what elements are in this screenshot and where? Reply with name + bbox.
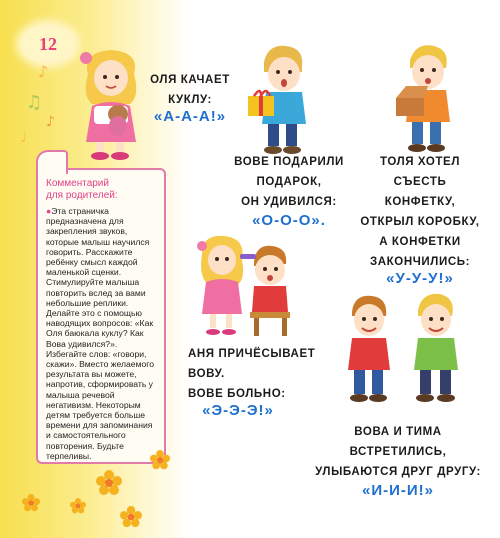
flower-icon [70, 498, 86, 514]
scene-1-sound: «А-А-А!» [153, 108, 227, 125]
music-note-icon: ♪ [46, 114, 55, 130]
caption-line: ВОВА И ТИМА [354, 426, 442, 438]
girl-with-doll-illustration [74, 44, 148, 162]
caption-line: УЛЫБАЮТСЯ ДРУГ ДРУГУ: [315, 466, 481, 478]
caption-line: ЗАКОНЧИЛИСЬ: [369, 256, 471, 268]
flower-icon [150, 450, 170, 470]
scene-4-sound: «Э-Э-Э!» [202, 402, 274, 419]
music-note-icon: ♩ [20, 128, 28, 146]
caption-line: СЪЕСТЬ [393, 176, 447, 188]
girl-combing-boy-illustration [196, 232, 306, 342]
caption-line: ПОДАРОК, [256, 176, 322, 188]
caption-line: ОТКРЫЛ КОРОБКУ, [360, 216, 480, 228]
music-note-icon: ♪ [38, 62, 49, 81]
music-note-icon: ♫ [26, 92, 43, 113]
boy-with-gift-illustration [246, 42, 316, 158]
boy-with-box-illustration [392, 42, 464, 158]
flower-icon [96, 470, 122, 496]
comment-title: Комментарий для родителей: [46, 178, 118, 201]
caption-line: ОН УДИВИЛСЯ: [241, 196, 337, 208]
scene-5-caption [300, 422, 496, 482]
caption-line: ВОВЕ БОЛЬНО: [188, 388, 286, 400]
scene-3-sound: «У-У-У!» [386, 270, 454, 287]
comment-body: Эта страничка предназначена для закрепления звуков, которые малыш научился говорить. Расскажите ребёнку смысл каждой маленькой сценки. Стимулируйте малыша повторить вслед за вами небольшие реплики. Делайте это с помощью наводящих вопросов: «Как Оля баюкала куклу? Как Вова удивился?». Избегайте слов: «говори, скажи». Вместо желаемого результата вы можете, напротив, сформировать у малыша речевой негативизм. Некоторым детям требуется больше времени для запоминания и самостоятельного повторения. Будьте терпеливы. [46, 206, 154, 461]
caption-line: ВОВЕ ПОДАРИЛИ [234, 156, 344, 168]
scene-3-caption [350, 152, 490, 272]
caption-line: ОЛЯ КАЧАЕТ [150, 74, 230, 86]
scene-5-sound: «И-И-И!» [361, 482, 434, 499]
caption-line: КУКЛУ: [168, 94, 212, 106]
comment-box-tab [36, 150, 68, 174]
parent-comment-box [36, 168, 166, 464]
scene-1-caption [140, 70, 240, 110]
scene-2-sound: «О-О-О». [252, 212, 326, 229]
flower-icon [22, 494, 40, 512]
comment-text [46, 206, 156, 461]
caption-line: А КОНФЕТКИ [379, 236, 461, 248]
bullet-icon: ● [46, 206, 52, 216]
two-boys-illustration [340, 290, 470, 410]
page-number: 12 [22, 26, 74, 62]
flower-icon [120, 506, 142, 528]
scene-2-caption [224, 152, 354, 212]
caption-line: ВСТРЕТИЛИСЬ, [349, 446, 447, 458]
scene-4-caption [188, 344, 318, 404]
caption-line: КОНФЕТКУ, [384, 196, 456, 208]
caption-line: АНЯ ПРИЧЁСЫВАЕТ [188, 348, 316, 360]
caption-line: ВОВУ. [188, 368, 225, 380]
caption-line: ТОЛЯ ХОТЕЛ [379, 156, 460, 168]
